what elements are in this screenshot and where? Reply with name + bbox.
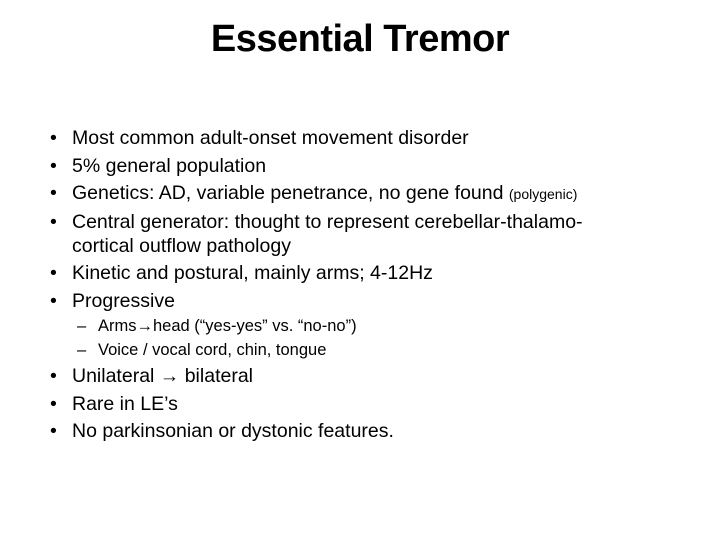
bullet-note: (polygenic)	[508, 186, 578, 202]
bullet-item: • Rare in LE’s	[50, 392, 178, 415]
bullet-item: • 5% general population	[50, 154, 267, 177]
slide-title: Essential Tremor	[210, 18, 510, 60]
bullet-item: • Unilateral → bilateral	[50, 365, 254, 387]
bullet-icon: •	[50, 365, 57, 387]
arrow-right-icon: →	[136, 317, 153, 335]
bullet-item: • Kinetic and postural, mainly arms; 4-12Hz	[50, 262, 433, 284]
bullet-item: • Central generator: thought to represent cerebellar-thalamo- cortical outflow pathology	[50, 210, 583, 257]
bullet-icon: •	[50, 420, 57, 442]
slide-body	[50, 126, 690, 447]
dash-icon: –	[77, 317, 87, 335]
bullet-icon: •	[50, 127, 57, 149]
bullet-icon: •	[50, 289, 57, 312]
bullet-item: • No parkinsonian or dystonic features.	[50, 420, 394, 442]
bullet-icon: •	[50, 154, 57, 177]
bullet-icon: •	[50, 392, 57, 415]
bullet-item: • Progressive	[50, 289, 175, 312]
bullet-icon: •	[50, 262, 57, 284]
bullet-icon: •	[50, 182, 57, 204]
sub-bullet-item: – Voice / vocal cord, chin, tongue	[77, 341, 327, 359]
arrow-right-icon: →	[159, 365, 180, 387]
dash-icon: –	[77, 341, 87, 359]
sub-bullet-item: – Arms→head (“yes-yes” vs. “no-no”)	[77, 317, 357, 335]
bullet-item: • Genetics: AD, variable penetrance, no gene found (polygenic)	[50, 182, 578, 204]
bullet-item: • Most common adult-onset movement disorder	[50, 127, 469, 149]
bullet-icon: •	[50, 210, 57, 233]
